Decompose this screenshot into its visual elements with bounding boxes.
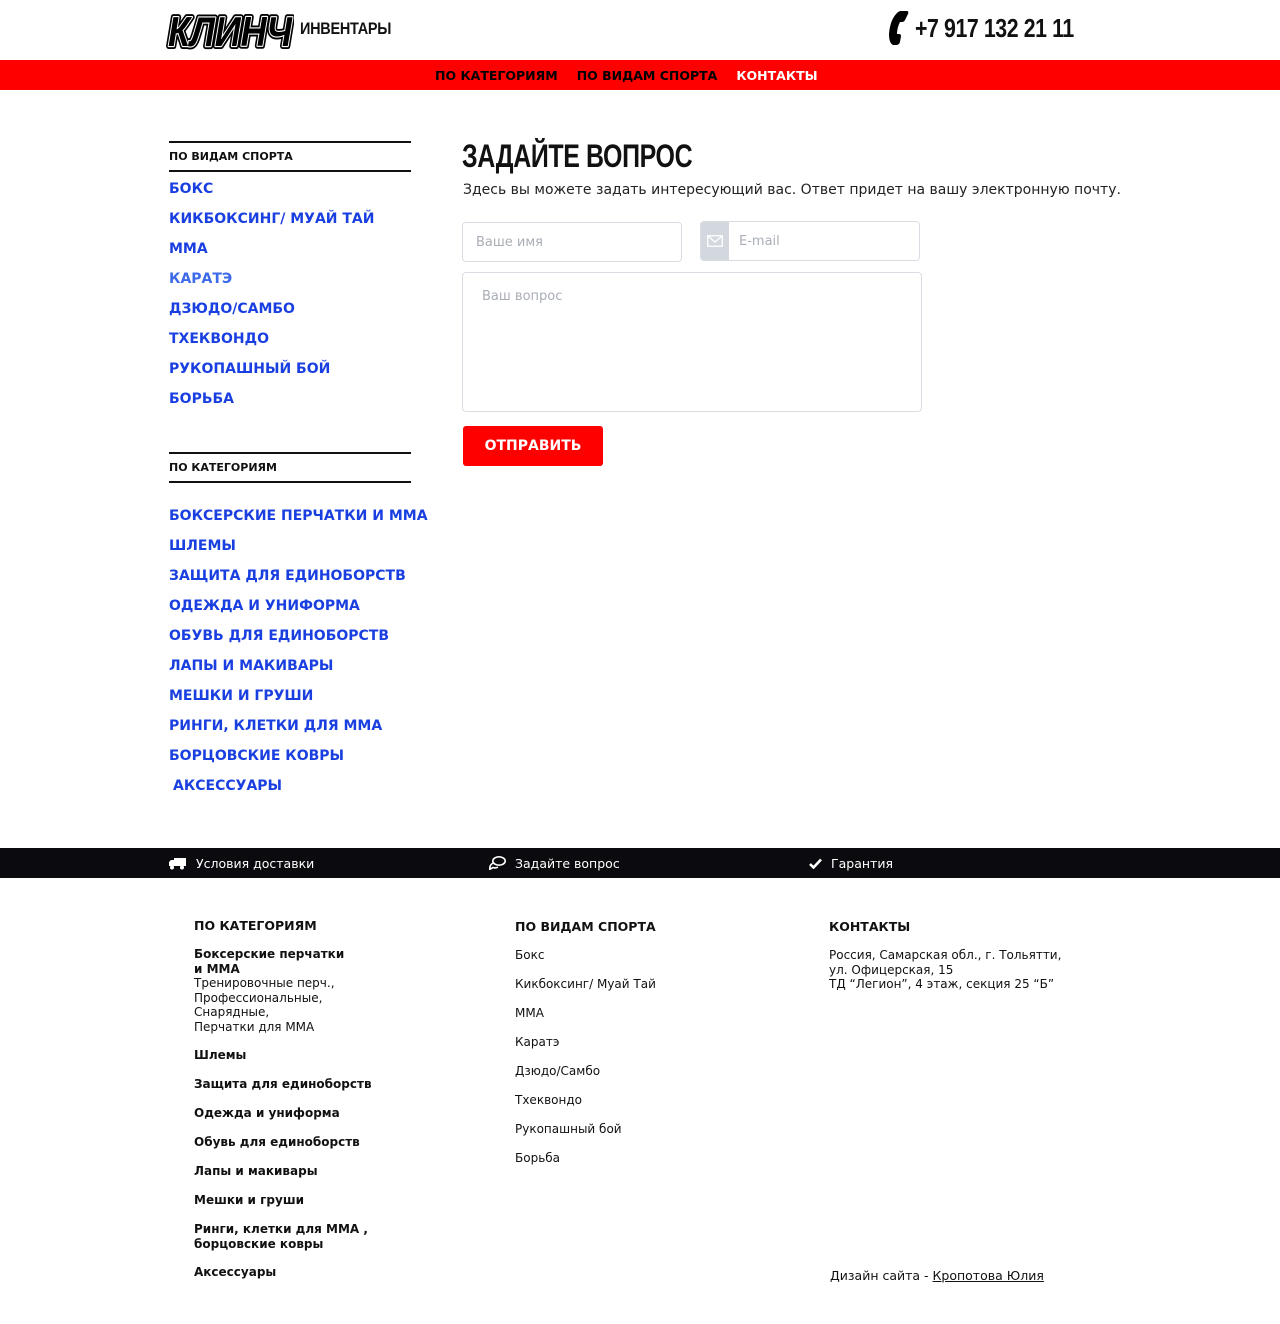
sidebar-item-taekwondo[interactable]: ТХЕКВОНДО [169,331,270,347]
footer-gloves-sub: Тренировочные перч., [194,976,335,990]
sidebar-item-mats[interactable]: БОРЦОВСКИЕ КОВРЫ [169,748,345,764]
phone-icon [887,10,911,46]
page-title: ЗАДАЙТЕ ВОПРОС [462,138,693,174]
chat-icon [489,856,506,870]
footer-item-pads[interactable]: Лапы и макивары [194,1164,318,1178]
list-item [169,264,411,294]
sidebar-item-gloves[interactable]: БОКСЕРСКИЕ ПЕРЧАТКИ И ММА [169,508,428,524]
footer-item-accessories[interactable]: Аксессуары [194,1265,277,1279]
sidebar-item-helmets[interactable]: ШЛЕМЫ [169,538,236,554]
check-icon [809,858,822,869]
footer-sports-list [515,948,755,1180]
email-field-wrapper [700,221,920,261]
footer-categories-title: ПО КАТЕГОРИЯМ [194,918,317,933]
footer-item-protection[interactable]: Защита для единоборств [194,1077,372,1091]
footer-item-rings[interactable] [194,1222,434,1251]
footer-rings-line-1: Ринги, клетки для ММА , [194,1222,368,1236]
phone-number: +7 917 132 21 11 [915,12,1074,43]
klinch-logo[interactable] [166,6,294,54]
list-item [169,531,411,561]
sidebar-sports [169,141,411,414]
sidebar-item-handtohand[interactable]: РУКОПАШНЫЙ БОЙ [169,361,331,377]
footer-sport-kickboxing[interactable]: Кикбоксинг/ Муай Тай [515,977,656,991]
footer-contacts [829,919,1089,992]
list-item [169,711,411,741]
credit-prefix: Дизайн сайта - [830,1268,933,1283]
site-header [0,0,1280,60]
sidebar-sports-list [169,174,411,414]
list-item [169,681,411,711]
list-item [169,204,411,234]
phone-block[interactable] [887,10,1109,46]
footer-address-line: ул. Офицерская, 15 [829,962,954,977]
list-item [169,771,411,801]
footer-address-line: ТД “Легион”, 4 этаж, секция 25 “Б” [829,977,1055,991]
info-guarantee-label: Гарантия [831,855,893,871]
footer-sport-box[interactable]: Бокс [515,948,545,962]
sidebar-item-judo[interactable]: ДЗЮДО/САМБО [169,301,295,317]
form-description: Здесь вы можете задать интересующий вас. Ответ придет на вашу электронную почту. [463,182,1121,198]
list-item [169,741,411,771]
sidebar-categories [169,452,428,801]
submit-button[interactable]: ОТПРАВИТЬ [463,426,603,466]
main-nav [435,60,818,90]
question-field[interactable] [462,272,922,412]
sidebar-item-karate[interactable]: КАРАТЭ [169,271,233,287]
sidebar-item-accessories[interactable]: АКСЕССУАРЫ [173,778,283,794]
footer-contacts-title: КОНТАКТЫ [829,919,911,934]
footer-sports [515,919,755,1180]
footer-categories [194,918,434,1280]
footer-gloves-sub: Перчатки для ММА [194,1019,315,1034]
nav-contacts[interactable]: КОНТАКТЫ [736,67,818,83]
truck-icon [169,857,187,870]
footer-sport-judo[interactable]: Дзюдо/Самбо [515,1064,601,1078]
footer-gloves-sub: Снарядные, [194,1005,270,1019]
footer-gloves-title-1: Боксерские перчатки [194,947,345,961]
sidebar-item-footwear[interactable]: ОБУВЬ ДЛЯ ЕДИНОБОРСТВ [169,628,390,644]
envelope-icon [701,222,729,260]
info-guarantee[interactable] [809,848,893,878]
sidebar-sports-title: ПО ВИДАМ СПОРТА [169,141,411,172]
sidebar-item-rings[interactable]: РИНГИ, КЛЕТКИ ДЛЯ ММА [169,718,383,734]
list-item [169,234,411,264]
footer-sport-wrestling[interactable]: Борьба [515,1151,561,1165]
sidebar-item-mma[interactable]: ММА [169,241,208,257]
info-ask-label: Задайте вопрос [515,855,620,871]
name-field[interactable] [462,222,682,262]
list-item [169,384,411,414]
list-item [169,561,411,591]
sidebar-item-bags[interactable]: МЕШКИ И ГРУШИ [169,688,314,704]
info-delivery[interactable] [169,848,314,878]
list-item [169,651,411,681]
list-item [169,294,411,324]
footer-item-bags[interactable]: Мешки и груши [194,1193,304,1207]
sidebar-categories-list [169,501,428,801]
footer-sports-title: ПО ВИДАМ СПОРТА [515,919,656,934]
footer-gloves-link[interactable] [194,947,434,976]
list-item [169,174,411,204]
footer-gloves-title-2: и ММА [194,961,240,976]
footer-sport-karate[interactable]: Каратэ [515,1035,560,1049]
list-item [169,501,428,531]
email-field[interactable] [729,222,919,260]
footer-address-line: Россия, Самарская обл., г. Тольятти, [829,948,1062,962]
footer-sport-handtohand[interactable]: Рукопашный бой [515,1122,622,1136]
credit-author-link[interactable]: Кропотова Юлия [932,1268,1044,1283]
info-bar [0,848,1280,878]
footer-item-clothing[interactable]: Одежда и униформа [194,1106,340,1120]
footer-item-footwear[interactable]: Обувь для единоборств [194,1135,360,1149]
list-item [169,324,411,354]
svg-text:КЛИНЧ: КЛИНЧ [168,8,294,54]
info-ask[interactable] [489,848,620,878]
list-item [169,621,411,651]
footer-categories-list [194,1048,434,1222]
list-item [169,354,411,384]
info-delivery-label: Условия доставки [196,855,315,871]
footer-gloves-sub: Профессиональные, [194,990,323,1005]
sidebar-item-kickboxing[interactable]: КИКБОКСИНГ/ МУАЙ ТАЙ [169,211,375,227]
list-item [169,591,411,621]
sidebar-item-wrestling[interactable]: БОРЬБА [169,391,235,407]
design-credit [830,1268,1044,1283]
nav-sports[interactable]: ПО ВИДАМ СПОРТА [576,67,718,83]
footer-rings-line-2: борцовские ковры [194,1236,324,1251]
footer-sport-taekwondo[interactable]: Тхеквондо [515,1093,582,1107]
sidebar-item-box[interactable]: БОКС [169,181,214,197]
logo-subtitle: ИНВЕНТАРЫ [300,19,392,38]
footer-item-helmets[interactable]: Шлемы [194,1048,247,1062]
footer-sport-mma[interactable]: ММА [515,1006,544,1020]
sidebar-item-pads[interactable]: ЛАПЫ И МАКИВАРЫ [169,658,334,674]
svg-text:КЛИНЧ: КЛИНЧ [168,8,294,54]
sidebar-item-clothing[interactable]: ОДЕЖДА И УНИФОРМА [169,598,360,614]
nav-categories[interactable]: ПО КАТЕГОРИЯМ [435,67,558,83]
sidebar-item-protection[interactable]: ЗАЩИТА ДЛЯ ЕДИНОБОРСТВ [169,568,406,584]
sidebar-categories-title: ПО КАТЕГОРИЯМ [169,452,411,483]
nav-bar [0,60,1280,90]
svg-text:КЛИНЧ: КЛИНЧ [168,8,294,54]
